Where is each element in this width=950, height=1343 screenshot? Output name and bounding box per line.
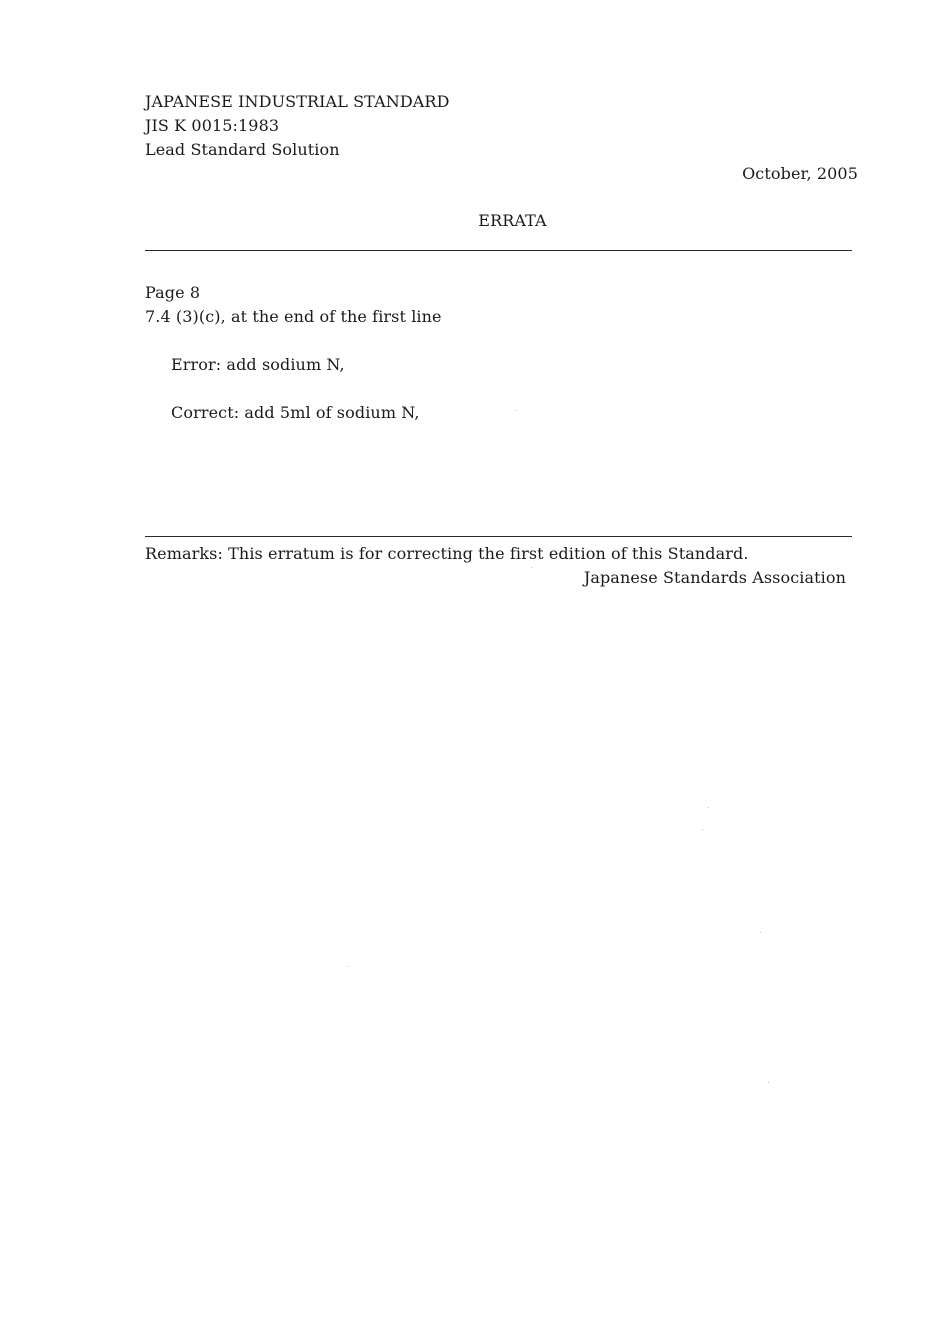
scan-speck <box>760 932 761 933</box>
error-text: Error: add sodium N, <box>171 355 345 374</box>
header-standard-number: JIS K 0015:1983 <box>145 116 280 135</box>
scan-speck <box>531 567 532 568</box>
bottom-divider <box>145 536 852 537</box>
scan-speck <box>347 966 348 967</box>
header-standard-label: JAPANESE INDUSTRIAL STANDARD <box>145 92 450 111</box>
top-divider <box>145 250 852 251</box>
issue-date: October, 2005 <box>742 164 858 183</box>
errata-page-ref: Page 8 <box>145 283 201 302</box>
scan-speck <box>516 410 517 411</box>
scan-speck <box>702 829 703 830</box>
issuer-name: Japanese Standards Association <box>583 568 846 587</box>
header-standard-title: Lead Standard Solution <box>145 140 340 159</box>
scan-speck <box>708 807 709 808</box>
errata-location: 7.4 (3)(c), at the end of the first line <box>145 307 442 326</box>
scan-speck <box>768 1082 769 1083</box>
remarks-text: Remarks: This erratum is for correcting the first edition of this Standard. <box>145 544 749 563</box>
correct-text: Correct: add 5ml of sodium N, <box>171 403 420 422</box>
document-title: ERRATA <box>478 211 547 230</box>
